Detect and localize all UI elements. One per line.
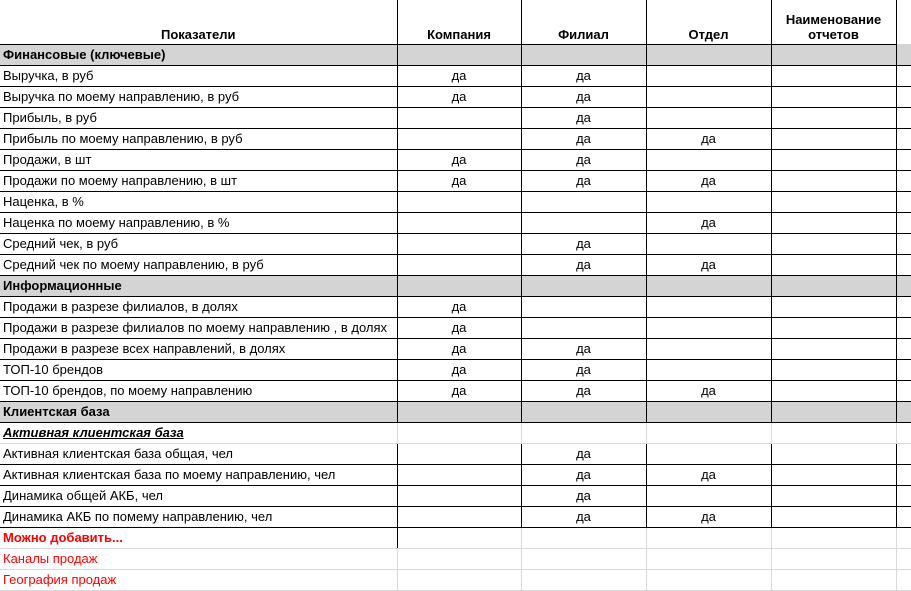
value-cell[interactable] bbox=[646, 149, 771, 170]
value-cell[interactable]: да bbox=[397, 338, 521, 359]
value-cell[interactable]: да bbox=[521, 86, 646, 107]
value-cell[interactable]: да bbox=[521, 506, 646, 527]
row-label-cell[interactable]: Продажи в разрезе филиалов, в долях bbox=[0, 296, 397, 317]
row-label-cell[interactable]: Каналы продаж bbox=[0, 548, 397, 569]
value-cell[interactable] bbox=[646, 44, 771, 65]
table-row bbox=[0, 527, 911, 548]
value-cell[interactable] bbox=[771, 338, 896, 359]
row-label-cell[interactable]: Выручка по моему направлению, в руб bbox=[0, 86, 397, 107]
value-cell[interactable] bbox=[646, 401, 771, 422]
header-branch[interactable]: Филиал bbox=[521, 0, 646, 44]
table-row bbox=[0, 506, 911, 527]
empty-cell[interactable] bbox=[896, 149, 911, 170]
row-label-cell[interactable]: Можно добавить... bbox=[0, 527, 397, 548]
value-cell[interactable]: да bbox=[521, 380, 646, 401]
value-cell[interactable]: да bbox=[521, 128, 646, 149]
value-cell[interactable] bbox=[771, 359, 896, 380]
row-label-cell[interactable]: Клиентская база bbox=[0, 401, 397, 422]
value-cell[interactable] bbox=[397, 233, 521, 254]
subsection-row bbox=[0, 422, 911, 443]
value-cell[interactable]: да bbox=[521, 149, 646, 170]
value-cell[interactable] bbox=[771, 170, 896, 191]
empty-cell[interactable] bbox=[896, 107, 911, 128]
table-row bbox=[0, 254, 911, 275]
value-cell[interactable] bbox=[521, 212, 646, 233]
section-row bbox=[0, 275, 911, 296]
value-cell[interactable] bbox=[397, 548, 521, 569]
value-cell[interactable] bbox=[771, 527, 896, 548]
value-cell[interactable] bbox=[521, 548, 646, 569]
value-cell[interactable] bbox=[521, 191, 646, 212]
row-label-cell[interactable]: Средний чек по моему направлению, в руб bbox=[0, 254, 397, 275]
table-row bbox=[0, 170, 911, 191]
empty-cell[interactable] bbox=[896, 506, 911, 527]
value-cell[interactable] bbox=[521, 296, 646, 317]
empty-cell[interactable] bbox=[896, 233, 911, 254]
value-cell[interactable] bbox=[397, 422, 521, 443]
value-cell[interactable] bbox=[397, 254, 521, 275]
value-cell[interactable]: да bbox=[397, 65, 521, 86]
value-cell[interactable] bbox=[771, 128, 896, 149]
value-cell[interactable] bbox=[397, 275, 521, 296]
value-cell[interactable] bbox=[646, 527, 771, 548]
section-row bbox=[0, 44, 911, 65]
value-cell[interactable] bbox=[646, 296, 771, 317]
value-cell[interactable] bbox=[646, 548, 771, 569]
row-label-cell[interactable]: Продажи в разрезе филиалов по моему направлению , в долях bbox=[0, 317, 397, 338]
row-label-cell[interactable]: Активная клиентская база bbox=[0, 422, 397, 443]
table-row bbox=[0, 464, 911, 485]
empty-cell[interactable] bbox=[896, 338, 911, 359]
value-cell[interactable] bbox=[771, 86, 896, 107]
value-cell[interactable] bbox=[771, 149, 896, 170]
empty-cell[interactable] bbox=[896, 254, 911, 275]
value-cell[interactable] bbox=[771, 569, 896, 590]
table-row bbox=[0, 569, 911, 590]
value-cell[interactable] bbox=[397, 443, 521, 464]
table-row bbox=[0, 443, 911, 464]
value-cell[interactable] bbox=[646, 422, 771, 443]
value-cell[interactable]: да bbox=[646, 380, 771, 401]
row-label-cell[interactable]: Средний чек, в руб bbox=[0, 233, 397, 254]
value-cell[interactable] bbox=[397, 128, 521, 149]
empty-cell[interactable] bbox=[896, 548, 911, 569]
value-cell[interactable] bbox=[771, 464, 896, 485]
row-label-cell[interactable]: Выручка, в руб bbox=[0, 65, 397, 86]
value-cell[interactable] bbox=[397, 569, 521, 590]
value-cell[interactable]: да bbox=[646, 506, 771, 527]
table-row bbox=[0, 485, 911, 506]
header-indicators[interactable]: Показатели bbox=[0, 0, 397, 44]
table-row bbox=[0, 128, 911, 149]
value-cell[interactable] bbox=[646, 275, 771, 296]
table-row bbox=[0, 233, 911, 254]
value-cell[interactable] bbox=[521, 44, 646, 65]
header-company[interactable]: Компания bbox=[397, 0, 521, 44]
row-label-cell[interactable]: Прибыль по моему направлению, в руб bbox=[0, 128, 397, 149]
value-cell[interactable] bbox=[646, 359, 771, 380]
empty-cell[interactable] bbox=[896, 170, 911, 191]
row-label-cell[interactable]: Активная клиентская база по моему направлению, чел bbox=[0, 464, 397, 485]
header-department[interactable]: Отдел bbox=[646, 0, 771, 44]
value-cell[interactable]: да bbox=[397, 380, 521, 401]
value-cell[interactable]: да bbox=[397, 170, 521, 191]
value-cell[interactable]: да bbox=[521, 107, 646, 128]
value-cell[interactable]: да bbox=[521, 338, 646, 359]
value-cell[interactable] bbox=[397, 527, 521, 548]
row-label-cell[interactable]: Продажи по моему направлению, в шт bbox=[0, 170, 397, 191]
value-cell[interactable] bbox=[521, 422, 646, 443]
value-cell[interactable] bbox=[646, 191, 771, 212]
value-cell[interactable] bbox=[771, 233, 896, 254]
value-cell[interactable] bbox=[646, 485, 771, 506]
empty-cell[interactable] bbox=[896, 296, 911, 317]
value-cell[interactable]: да bbox=[646, 212, 771, 233]
value-cell[interactable] bbox=[646, 107, 771, 128]
empty-cell[interactable] bbox=[896, 443, 911, 464]
section-row bbox=[0, 401, 911, 422]
value-cell[interactable] bbox=[646, 317, 771, 338]
value-cell[interactable]: да bbox=[521, 464, 646, 485]
value-cell[interactable] bbox=[397, 464, 521, 485]
value-cell[interactable]: да bbox=[397, 86, 521, 107]
value-cell[interactable]: да bbox=[646, 170, 771, 191]
row-label-cell[interactable]: ТОП-10 брендов bbox=[0, 359, 397, 380]
value-cell[interactable] bbox=[771, 254, 896, 275]
value-cell[interactable]: да bbox=[521, 65, 646, 86]
table-row bbox=[0, 359, 911, 380]
empty-cell[interactable] bbox=[896, 569, 911, 590]
value-cell[interactable] bbox=[646, 86, 771, 107]
value-cell[interactable] bbox=[521, 569, 646, 590]
empty-cell[interactable] bbox=[896, 128, 911, 149]
value-cell[interactable] bbox=[521, 401, 646, 422]
value-cell[interactable] bbox=[397, 191, 521, 212]
value-cell[interactable] bbox=[771, 380, 896, 401]
row-label-cell[interactable]: Финансовые (ключевые) bbox=[0, 44, 397, 65]
table-row bbox=[0, 107, 911, 128]
value-cell[interactable] bbox=[646, 443, 771, 464]
value-cell[interactable] bbox=[771, 107, 896, 128]
empty-cell[interactable] bbox=[896, 65, 911, 86]
row-label-cell[interactable]: География продаж bbox=[0, 569, 397, 590]
value-cell[interactable]: да bbox=[646, 464, 771, 485]
value-cell[interactable] bbox=[646, 65, 771, 86]
empty-cell[interactable] bbox=[896, 275, 911, 296]
table-row bbox=[0, 149, 911, 170]
value-cell[interactable] bbox=[521, 317, 646, 338]
empty-cell[interactable] bbox=[896, 527, 911, 548]
table-row bbox=[0, 191, 911, 212]
value-cell[interactable]: да bbox=[521, 443, 646, 464]
value-cell[interactable] bbox=[397, 401, 521, 422]
value-cell[interactable]: да bbox=[397, 317, 521, 338]
value-cell[interactable]: да bbox=[521, 233, 646, 254]
row-label-cell[interactable]: Наценка, в % bbox=[0, 191, 397, 212]
value-cell[interactable] bbox=[521, 275, 646, 296]
header-row bbox=[0, 0, 911, 44]
table-row bbox=[0, 86, 911, 107]
table-row bbox=[0, 212, 911, 233]
empty-cell[interactable] bbox=[896, 317, 911, 338]
empty-cell[interactable] bbox=[896, 212, 911, 233]
empty-cell[interactable] bbox=[896, 86, 911, 107]
value-cell[interactable] bbox=[771, 422, 896, 443]
value-cell[interactable]: да bbox=[397, 296, 521, 317]
value-cell[interactable] bbox=[397, 44, 521, 65]
row-label-cell[interactable]: Прибыль, в руб bbox=[0, 107, 397, 128]
empty-cell[interactable] bbox=[896, 464, 911, 485]
table-row bbox=[0, 380, 911, 401]
value-cell[interactable] bbox=[771, 296, 896, 317]
empty-cell[interactable] bbox=[896, 0, 911, 44]
value-cell[interactable]: да bbox=[521, 359, 646, 380]
row-label-cell[interactable]: Наценка по моему направлению, в % bbox=[0, 212, 397, 233]
value-cell[interactable] bbox=[397, 506, 521, 527]
row-label-cell[interactable]: Динамика АКБ по помему направлению, чел bbox=[0, 506, 397, 527]
value-cell[interactable] bbox=[771, 317, 896, 338]
empty-cell[interactable] bbox=[896, 44, 911, 65]
empty-cell[interactable] bbox=[896, 380, 911, 401]
empty-cell[interactable] bbox=[896, 485, 911, 506]
value-cell[interactable] bbox=[521, 527, 646, 548]
value-cell[interactable]: да bbox=[521, 485, 646, 506]
value-cell[interactable] bbox=[397, 107, 521, 128]
value-cell[interactable] bbox=[771, 485, 896, 506]
value-cell[interactable]: да bbox=[397, 359, 521, 380]
row-label-cell[interactable]: Продажи в разрезе всех направлений, в долях bbox=[0, 338, 397, 359]
value-cell[interactable] bbox=[771, 191, 896, 212]
value-cell[interactable] bbox=[771, 275, 896, 296]
table-row bbox=[0, 338, 911, 359]
value-cell[interactable] bbox=[771, 212, 896, 233]
value-cell[interactable] bbox=[397, 485, 521, 506]
value-cell[interactable]: да bbox=[521, 170, 646, 191]
value-cell[interactable]: да bbox=[646, 254, 771, 275]
row-label-cell[interactable]: Динамика общей АКБ, чел bbox=[0, 485, 397, 506]
empty-cell[interactable] bbox=[896, 359, 911, 380]
value-cell[interactable] bbox=[646, 338, 771, 359]
empty-cell[interactable] bbox=[896, 401, 911, 422]
value-cell[interactable] bbox=[646, 233, 771, 254]
table-row bbox=[0, 296, 911, 317]
table-row bbox=[0, 317, 911, 338]
table-row bbox=[0, 65, 911, 86]
empty-cell[interactable] bbox=[896, 191, 911, 212]
row-label-cell[interactable]: Продажи, в шт bbox=[0, 149, 397, 170]
value-cell[interactable] bbox=[771, 65, 896, 86]
value-cell[interactable]: да bbox=[521, 254, 646, 275]
value-cell[interactable] bbox=[646, 569, 771, 590]
empty-cell[interactable] bbox=[896, 422, 911, 443]
row-label-cell[interactable]: Активная клиентская база общая, чел bbox=[0, 443, 397, 464]
value-cell[interactable] bbox=[771, 401, 896, 422]
value-cell[interactable] bbox=[771, 548, 896, 569]
table-row bbox=[0, 548, 911, 569]
value-cell[interactable] bbox=[771, 506, 896, 527]
value-cell[interactable] bbox=[771, 443, 896, 464]
header-report-names[interactable]: Наименование отчетов bbox=[771, 0, 896, 44]
value-cell[interactable] bbox=[397, 212, 521, 233]
row-label-cell[interactable]: ТОП-10 брендов, по моему направлению bbox=[0, 380, 397, 401]
value-cell[interactable]: да bbox=[646, 128, 771, 149]
row-label-cell[interactable]: Информационные bbox=[0, 275, 397, 296]
value-cell[interactable] bbox=[771, 44, 896, 65]
value-cell[interactable]: да bbox=[397, 149, 521, 170]
